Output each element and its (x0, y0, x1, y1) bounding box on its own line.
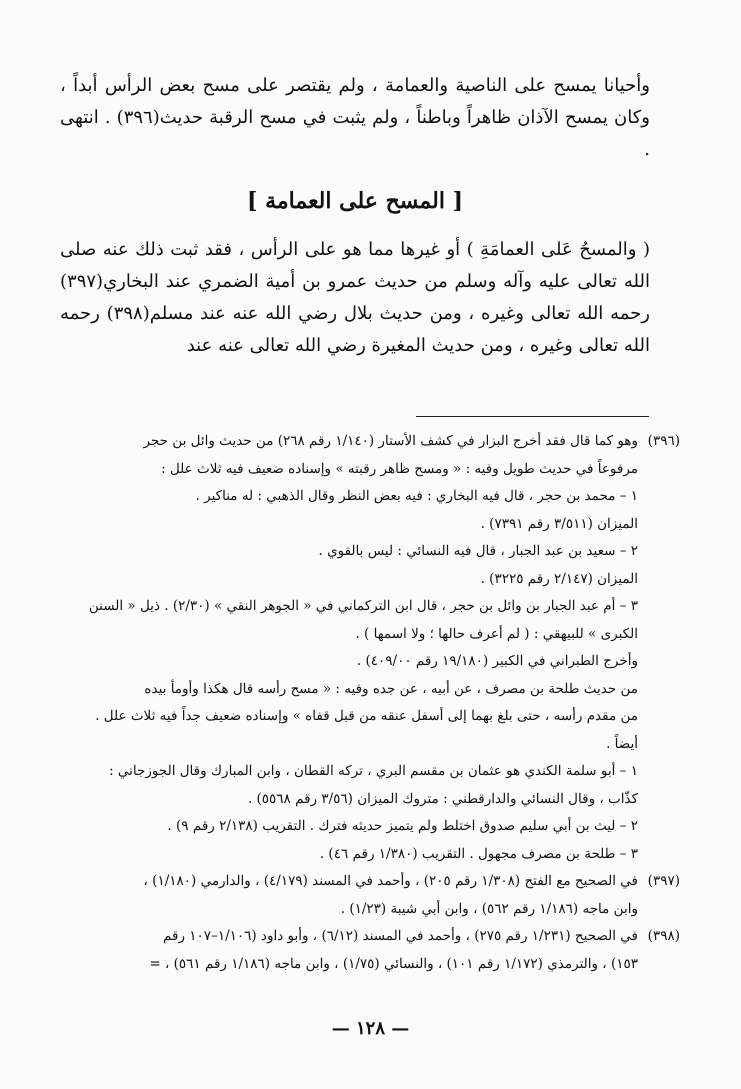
footnote-line: أيضاً . (606, 735, 638, 752)
footnote-line: مرفوعاً في حديث طويل وفيه : « ومسح ظاهر رقبته » وإسناده ضعيف فيه ثلاث علل : (161, 460, 638, 477)
footnote-line: الميزان (٣/٥١١ رقم ٧٣٩١) . (480, 515, 638, 532)
footnote-line: في الصحيح (١/٢٣١ رقم ٢٧٥) ، وأحمد في المسند (٦/١٢) ، وأبو داود (١/١٠٦–١٠٧ رقم (163, 928, 638, 944)
footnote-line: وابن ماجه (١/١٨٦ رقم ٥٦٢) ، وابن أبي شيبة (١/٢٣) . (340, 900, 638, 917)
section-heading: [ المسح على العمامة ] (247, 188, 463, 214)
footnote-line: من مقدم رأسه ، حتى بلغ بهما إلى أسفل عنقه من قبل قفاه » وإسناده ضعيف جداً فيه ثلاث علل . (95, 708, 638, 724)
footnote (70, 428, 680, 868)
footnotes (70, 428, 680, 978)
paragraph-intro: وأحيانا يمسح على الناصية والعمامة ، ولم يقتصر على مسح بعض الرأس أبداً ، وكان يمسح الآذان ظاهراً وباطناً ، ولم يثبت في مسح الرقبة حديث(٣٩٦) . انتهى . (60, 75, 650, 160)
footnote-line: في الصحيح مع الفتح (١/٣٠٨ رقم ٢٠٥) ، وأحمد في المسند (٤/١٧٩) ، والدارمي (١/١٨٠) ، (143, 873, 638, 889)
footnote-line: ١٥٣) ، والترمذي (١/١٧٢ رقم ١٠١) ، والنسائي (١/٧٥) ، وابن ماجه (١/١٨٦ رقم ٥٦١) ، = (149, 955, 638, 972)
footnote-line: الكبرى » للبيهقي : ( لم أعرف حالها ؛ ولا اسمها ) . (355, 625, 638, 642)
footnote-line: كذّاب ، وقال النسائي والدارقطني : متروك الميزان (٣/٥٦ رقم ٥٥٦٨) . (247, 790, 638, 807)
paragraph-mash-imama: ( والمسحُ عَلى العمامَةِ ) أو غيرها مما هو على الرأس ، فقد ثبت ذلك عنه صلى الله تعالى عليه وآله وسلم من حديث عمرو بن أمية الضمري عند البخاري(٣٩٧) رحمه الله تعالى وغيره ، ومن حديث بلال رضي الله عنه عند مسلم(٣٩٨) رحمه الله تعالى وغيره ، ومن حديث المغيرة رضي الله تعالى عنه عند (60, 239, 650, 356)
page-number: — ١٢٨ — (331, 1018, 410, 1039)
footnote-line: الميزان (٢/١٤٧ رقم ٣٢٢٥) . (480, 570, 638, 587)
main-text (60, 70, 650, 362)
footnote-line: ٣ – طلحة بن مصرف مجهول . التقريب (١/٣٨٠ رقم ٤٦) . (319, 845, 638, 862)
footnote-line: ٢ – سعيد بن عبد الجبار ، قال فيه النسائي : ليس بالقوي . (318, 543, 638, 559)
footnote-line: ٢ – ليث بن أبي سليم صدوق اختلط ولم يتميز حديثه فترك . التقريب (٢/١٣٨ رقم ٩) . (167, 818, 638, 834)
footnote-line: ١ – أبو سلمة الكندي هو عثمان بن مقسم البري ، تركه القطان ، وابن المبارك وقال الجوزجاني : (109, 763, 638, 779)
footnote-divider (416, 416, 649, 417)
footnote-number: (٣٩٧) (647, 873, 680, 889)
footnote-line: وأخرج الطبراني في الكبير (١٩/١٨٠ رقم ٤٠٩/٠٠) . (356, 653, 638, 669)
footnote-line: ١ – محمد بن حجر ، قال فيه البخاري : فيه بعض النظر وقال الذهبي : له مناكير . (195, 488, 638, 504)
footnote (70, 923, 680, 978)
footnote-number: (٣٩٨) (647, 928, 680, 944)
footnote (70, 868, 680, 923)
footnote-line: ٣ – أم عبد الجبار بن وائل بن حجر ، قال ابن التركماني في « الجوهر النقي » (٢/٣٠) . ذيل « السنن (88, 598, 638, 614)
footnote-line: وهو كما قال فقد أخرج البزار في كشف الأستار (١/١٤٠ رقم ٢٦٨) من حديث وائل بن حجر (143, 433, 638, 449)
footnote-line: من حديث طلحة بن مصرف ، عن أبيه ، عن جده وفيه : « مسح رأسه قال هكذا وأومأ بيده (144, 680, 638, 697)
footnote-number: (٣٩٦) (647, 433, 680, 449)
